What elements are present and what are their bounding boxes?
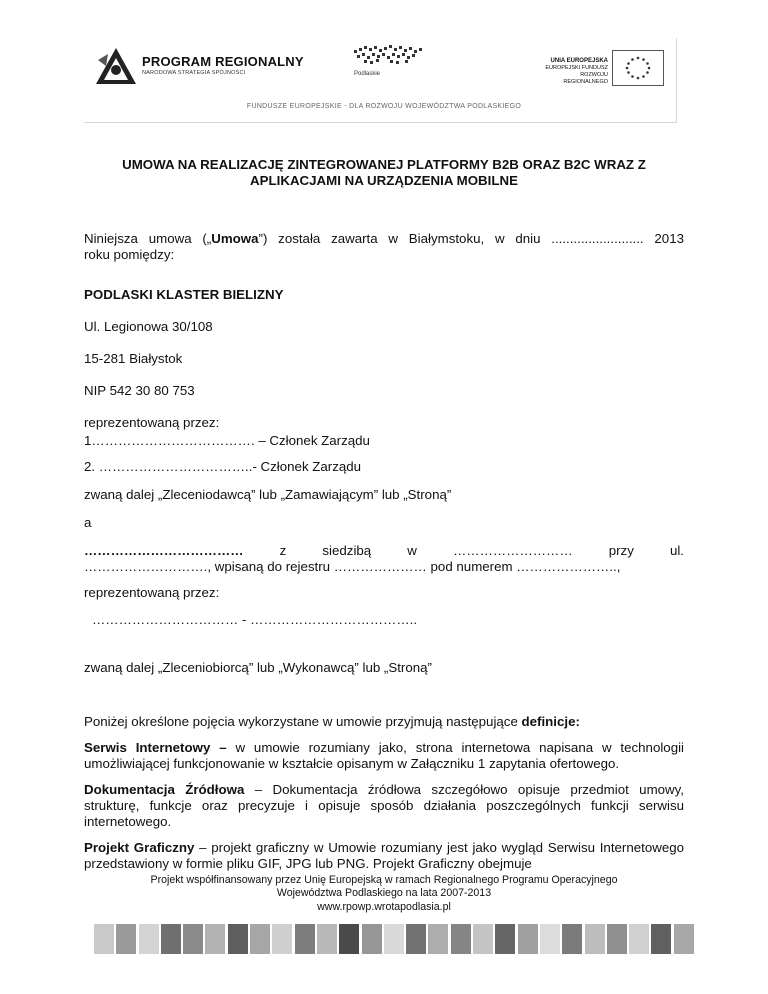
strip-tile xyxy=(94,924,114,954)
strip-tile xyxy=(139,924,159,954)
definition-projekt xyxy=(84,840,684,872)
intro-text-c: ”) została zawarta w Białymstoku, w dniu ......................... 2013 xyxy=(258,231,684,246)
strip-tile xyxy=(473,924,493,954)
definition-projekt-text: – projekt graficzny w Umowie rozumiany jest jako wygląd Serwisu Internetowego przedstawiony w formie pliku GIF, JPG lub PNG. Projekt Graficzny obejmuje xyxy=(84,840,684,871)
party2-line2: ………………………., wpisaną do rejestru ………………… pod numerem ………………….., xyxy=(84,559,621,574)
representative-2: 2. ……………………………..- Członek Zarządu xyxy=(84,459,362,474)
contractor-designation: zwaną dalej „Zleceniobiorcą” lub „Wykonawcą” lub „Stroną” xyxy=(84,660,432,675)
definition-dokumentacja xyxy=(84,782,684,830)
podlaskie-logo-icon xyxy=(350,44,430,74)
definitions-intro-text: Poniżej określone pojęcia wykorzystane w umowie przyjmują następujące xyxy=(84,714,522,729)
footer-line2: Województwa Podlaskiego na lata 2007-2013 xyxy=(276,887,492,899)
eu-line2: EUROPEJSKI FUNDUSZ xyxy=(545,65,608,71)
strip-tile xyxy=(562,924,582,954)
eu-text-block xyxy=(540,58,608,86)
strip-tile xyxy=(384,924,404,954)
definition-serwis xyxy=(84,740,684,772)
party1-nip: NIP 542 30 80 753 xyxy=(84,383,195,398)
strip-tile xyxy=(585,924,605,954)
program-title: PROGRAM REGIONALNY xyxy=(142,54,304,69)
representative-3: …………………………… - ……………………………….. xyxy=(92,612,418,627)
footer-decorative-strip xyxy=(94,924,696,954)
strip-tile xyxy=(518,924,538,954)
strip-tile xyxy=(272,924,292,954)
program-regionalny-logo-icon xyxy=(94,46,138,86)
footer-line1: Projekt współfinansowany przez Unię Europejską w ramach Regionalnego Programu Operacyjnego xyxy=(150,874,618,886)
represented-label: reprezentowaną przez: xyxy=(84,415,220,430)
strip-tile xyxy=(183,924,203,954)
party1-city: 15-281 Białystok xyxy=(84,351,183,366)
definitions-intro xyxy=(84,714,684,730)
definition-serwis-term: Serwis Internetowy – xyxy=(84,740,227,755)
intro-line2: roku pomiędzy: xyxy=(84,247,175,262)
definition-dokumentacja-term: Dokumentacja Źródłowa xyxy=(84,782,245,797)
client-designation: zwaną dalej „Zleceniodawcą” lub „Zamawiającym” lub „Stroną” xyxy=(84,487,452,502)
strip-tile xyxy=(362,924,382,954)
footer-url: www.rpowp.wrotapodlasia.pl xyxy=(317,901,451,913)
intro-text-a: Niniejsza umowa („ xyxy=(84,231,212,246)
definition-dokumentacja-text: – Dokumentacja źródłowa szczegółowo opisuje przedmiot umowy, strukturę, funkcje oraz precyzuje i opisuje sposób działania poszczególnych funkcji serwisu internetowego. xyxy=(84,782,684,829)
strip-tile xyxy=(406,924,426,954)
program-subtitle: NARODOWA STRATEGIA SPÓJNOŚCI xyxy=(142,70,246,76)
strip-tile xyxy=(250,924,270,954)
party2-line1 xyxy=(84,543,684,559)
and-connector: a xyxy=(84,515,92,530)
strip-tile xyxy=(495,924,515,954)
header-tagline: FUNDUSZE EUROPEJSKIE - DLA ROZWOJU WOJEWÓDZTWA PODLASKIEGO xyxy=(246,103,522,110)
represented2-label: reprezentowaną przez: xyxy=(84,585,220,600)
eu-line3: ROZWOJU REGIONALNEGO xyxy=(563,72,608,85)
strip-tile xyxy=(339,924,359,954)
title-line1: UMOWA NA REALIZACJĘ ZINTEGROWANEJ PLATFORMY B2B ORAZ B2C WRAZ Z xyxy=(122,157,646,172)
strip-tile xyxy=(651,924,671,954)
strip-tile xyxy=(295,924,315,954)
representative-1: 1………………………………. – Członek Zarządu xyxy=(84,433,370,448)
eu-flag-icon xyxy=(612,50,664,86)
strip-tile xyxy=(629,924,649,954)
intro-line1 xyxy=(84,231,684,247)
strip-tile xyxy=(228,924,248,954)
party2-seat: z siedzibą w ……………………… przy ul. xyxy=(243,543,684,558)
strip-tile xyxy=(674,924,694,954)
strip-tile xyxy=(161,924,181,954)
strip-tile xyxy=(317,924,337,954)
strip-tile xyxy=(540,924,560,954)
title-line2: APLIKACJAMI NA URZĄDZENIA MOBILNE xyxy=(250,173,518,188)
intro-text-umowa: Umowa xyxy=(211,231,259,246)
definitions-label: definicje: xyxy=(521,714,580,729)
strip-tile xyxy=(451,924,471,954)
document-title xyxy=(84,157,684,189)
podlaskie-label: Podlaskie xyxy=(354,71,381,77)
strip-tile xyxy=(607,924,627,954)
party1-address: Ul. Legionowa 30/108 xyxy=(84,319,213,334)
strip-tile xyxy=(116,924,136,954)
strip-tile xyxy=(205,924,225,954)
party1-name: PODLASKI KLASTER BIELIZNY xyxy=(84,287,284,302)
party2-name-blank: ……………………………… xyxy=(84,543,244,558)
definition-projekt-term: Projekt Graficzny xyxy=(84,840,195,855)
definition-serwis-text: w umowie rozumiany jako, strona internetowa napisana w technologii umożliwiającej funkcjonowanie w kształcie opisanym w Załączniku 1 zapytania ofertowego. xyxy=(84,740,684,771)
strip-tile xyxy=(428,924,448,954)
eu-line1: UNIA EUROPEJSKA xyxy=(550,58,608,64)
